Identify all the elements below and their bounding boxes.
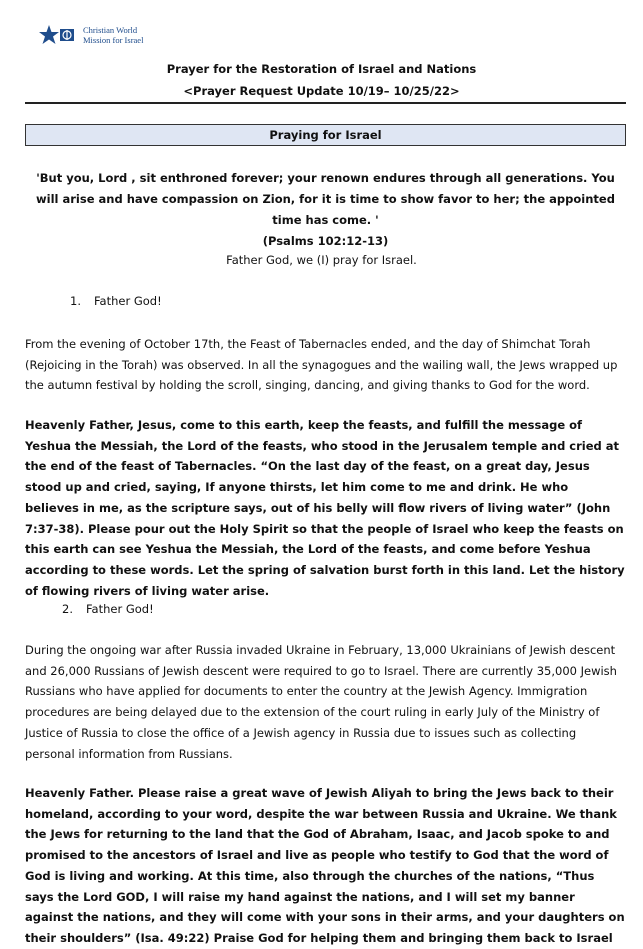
logo-text (83, 25, 143, 45)
list-item-2-heading (62, 602, 154, 616)
list-item-title: Father God! (94, 294, 162, 308)
verse-text: 'But you, Lord , sit enthroned forever; your renown endures through all generations. You will arise and have compassion on Zion, for it is time to show favor to her; the appointed time has come. ' (36, 171, 615, 227)
logo-text-line-1: Christian World (83, 25, 138, 35)
logo-text-line-2: Mission for Israel (83, 35, 144, 45)
intro-line: Father God, we (I) pray for Israel. (226, 253, 417, 267)
document-subtitle: <Prayer Request Update 10/19– 10/25/22> (183, 84, 460, 98)
section-heading-box (25, 124, 626, 146)
verse-reference: (Psalms 102:12-13) (262, 234, 389, 248)
list-item-title: Father God! (86, 602, 154, 616)
logo-emblem-icon (38, 24, 82, 46)
list-item-1-heading (70, 294, 162, 308)
organization-logo (38, 24, 143, 46)
item-2-body: During the ongoing war after Russia invaded Ukraine in February, 13,000 Ukrainians of Jewish descent and 26,000 Russians of Jewish descent were required to go to Israel. There are currently 35,000 Jewish Russians who have applied for documents to enter the country at the Jewish Agency. Immigration procedures are being delayed due to the extension of the court ruling in early July of the Ministry of Justice of Russia to close the office of a Jewish agency in Russia due to issues such as collecting personal information from Russians. (25, 643, 617, 761)
item-1-prayer: Heavenly Father, Jesus, come to this earth, keep the feasts, and fulfill the message of Yeshua the Messiah, the Lord of the feasts, who stood in the Jerusalem temple and cried at the end of the feast of Tabernacles. “On the last day of the feast, on a great day, Jesus stood up and cried, saying, If anyone thirsts, let him come to me and drink. He who believes in me, as the scripture says, out of his belly will flow rivers of living water” (John 7:37-38). Please pour out the Holy Spirit so that the people of Israel who keep the feasts on this earth can see Yeshua the Messiah, the Lord of the feasts, and come before Yeshua according to these words. Let the spring of salvation burst forth in this land. Let the history of flowing rivers of living water arise. (25, 418, 625, 598)
scripture-verse (25, 168, 626, 252)
document-title: Prayer for the Restoration of Israel and Nations (166, 62, 477, 76)
list-item-number: 1. (70, 294, 81, 308)
item-2-prayer: Heavenly Father. Please raise a great wave of Jewish Aliyah to bring the Jews back to their homeland, according to your word, despite the war between Russia and Ukraine. We thank the Jews for returning to the land that the God of Abraham, Isaac, and Jacob spoke to and promised to the ancestors of Israel and live as people who testify to God that the word of God is living and working. At this time, also through the churches of the nations, “Thus says the Lord GOD, I will raise my hand against the nations, and I will set my banner against the nations, and they will come with your sons in their arms, and your daughters on their shoulders” (Isa. 49:22) Praise God for helping them and bringing them back to Israel (25, 786, 625, 945)
section-heading: Praying for Israel (269, 128, 382, 142)
item-1-body: From the evening of October 17th, the Feast of Tabernacles ended, and the day of Shimchat Torah (Rejoicing in the Torah) was observed. In all the synagogues and the wailing wall, the Jews wrapped up the autumn festival by holding the scroll, singing, dancing, and giving thanks to God for the word. (25, 337, 618, 393)
list-item-number: 2. (62, 602, 73, 616)
header-divider (25, 102, 626, 104)
